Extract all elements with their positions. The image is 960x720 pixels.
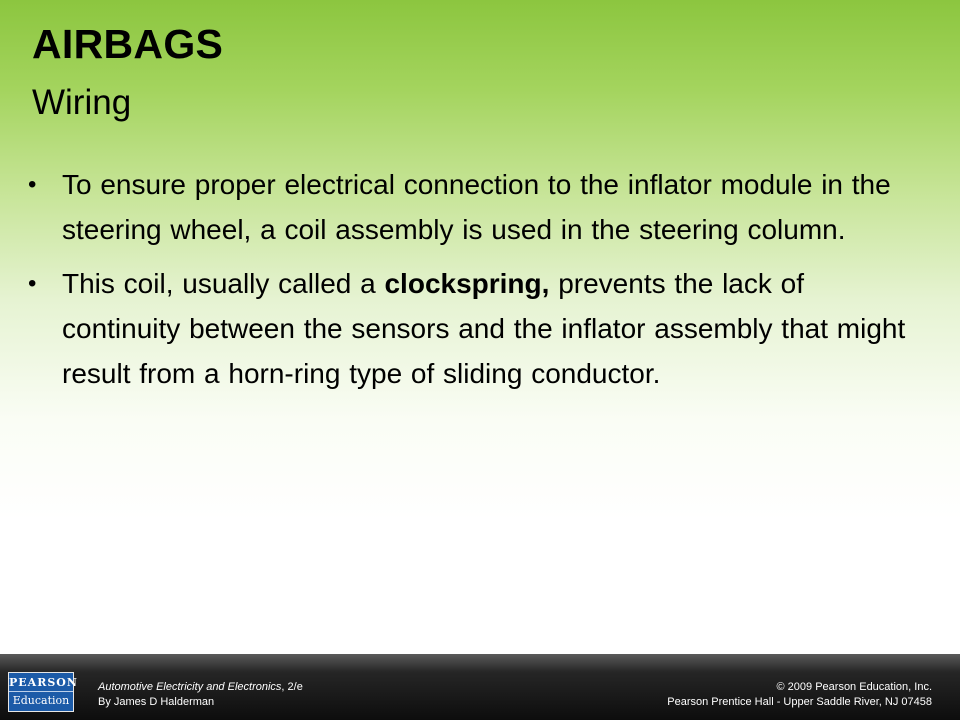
- bullet-item-1: [28, 162, 908, 252]
- logo-top-text: PEARSON: [9, 675, 73, 692]
- bullet-dot-icon: •: [28, 270, 37, 297]
- slide-subtitle: Wiring: [32, 83, 132, 122]
- slide-footer: [0, 654, 960, 720]
- bullet-item-2: [28, 261, 908, 396]
- bullet-dot-icon: •: [28, 171, 37, 198]
- bullet-text-2-after: prevents the lack of continuity between the sensors and the inflator assembly that might result from a horn-ring type of sliding conductor.: [62, 268, 906, 389]
- bullet-list: [28, 162, 908, 405]
- bullet-text-1: To ensure proper electrical connection to the inflator module in the steering wheel, a coil assembly is used in the steering column.: [62, 169, 891, 245]
- slide-title: AIRBAGS: [32, 21, 224, 67]
- logo-bottom-text: Education: [12, 694, 70, 707]
- book-edition: , 2/e: [281, 681, 303, 693]
- book-title-line: [98, 680, 303, 695]
- book-info: [98, 680, 303, 710]
- copyright-line: © 2009 Pearson Education, Inc.: [776, 681, 932, 693]
- book-title: Automotive Electricity and Electronics: [98, 681, 282, 693]
- bullet-text-2-before: This coil, usually called a: [62, 268, 385, 299]
- copyright-info: [667, 680, 932, 710]
- publisher-line: Pearson Prentice Hall - Upper Saddle River, NJ 07458: [667, 696, 932, 708]
- bullet-term-clockspring: clockspring,: [384, 268, 550, 299]
- book-author: By James D Halderman: [98, 696, 215, 708]
- pearson-logo: [8, 672, 78, 712]
